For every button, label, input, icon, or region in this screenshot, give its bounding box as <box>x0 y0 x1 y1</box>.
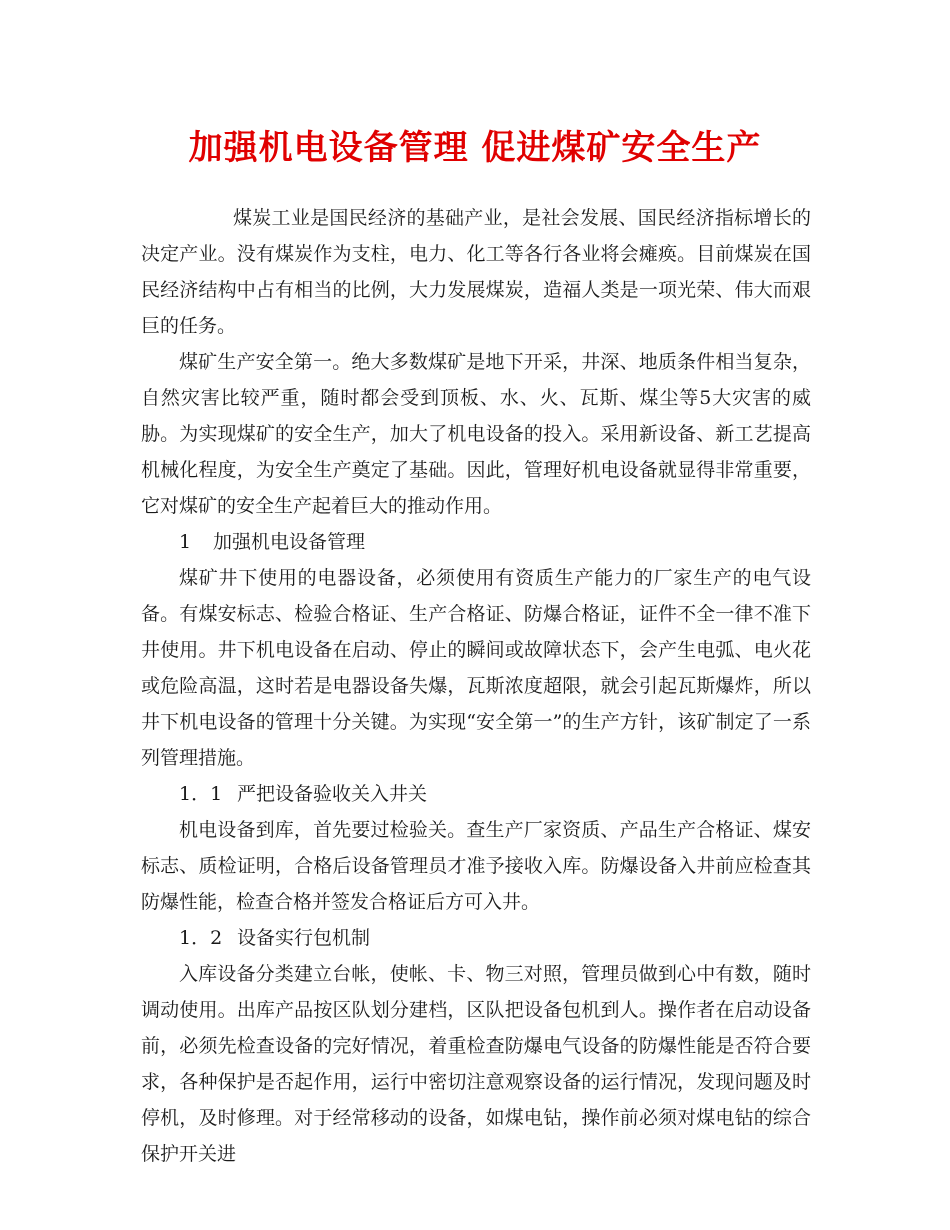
document-body <box>141 200 811 1172</box>
paragraph-section-1: 煤矿井下使用的电器设备，必须使用有资质生产能力的厂家生产的电气设备。有煤安标志、检验合格证、生产合格证、防爆合格证，证件不全一律不准下井使用。井下机电设备在启动、停止的瞬间或故障状态下，会产生电弧、电火花或危险高温，这时若是电器设备失爆，瓦斯浓度超限，就会引起瓦斯爆炸，所以井下机电设备的管理十分关键。为实现“安全第一”的生产方针，该矿制定了一系列管理措施。 <box>141 567 811 769</box>
section-number: 1 <box>179 531 192 553</box>
paragraph-intro: 煤炭工业是国民经济的基础产业，是社会发展、国民经济指标增长的决定产业。没有煤炭作为支柱，电力、化工等各行各业将会瘫痪。目前煤炭在国民经济结构中占有相当的比例，大力发展煤炭，造福人类是一项光荣、伟大而艰巨的任务。 <box>141 207 811 337</box>
paragraph-section-1-1: 机电设备到库，首先要过检验关。查生产厂家资质、产品生产合格证、煤安标志、质检证明，合格后设备管理员才准予接收入库。防爆设备入井前应检查其防爆性能，检查合格并签发合格证后方可入井。 <box>141 819 811 913</box>
section-heading-text: 严把设备验收关入井关 <box>237 783 428 805</box>
section-heading-1-2 <box>141 920 811 956</box>
document-title: 加强机电设备管理 促进煤矿安全生产 <box>188 128 762 168</box>
section-number: 1．2 <box>179 927 223 949</box>
paragraph-safety: 煤矿生产安全第一。绝大多数煤矿是地下开采，井深、地质条件相当复杂，自然灾害比较严重，随时都会受到顶板、水、火、瓦斯、煤尘等5大灾害的威胁。为实现煤矿的安全生产，加大了机电设备的投入。采用新设备、新工艺提高机械化程度，为安全生产奠定了基础。因此，管理好机电设备就显得非常重要，它对煤矿的安全生产起着巨大的推动作用。 <box>141 351 811 517</box>
section-heading-text: 加强机电设备管理 <box>213 531 366 553</box>
section-heading-1-1 <box>141 776 811 812</box>
paragraph-section-1-2: 入库设备分类建立台帐，使帐、卡、物三对照，管理员做到心中有数，随时调动使用。出库产品按区队划分建档，区队把设备包机到人。操作者在启动设备前，必须先检查设备的完好情况，着重检查防爆电气设备的防爆性能是否符合要求，各种保护是否起作用，运行中密切注意观察设备的运行情况，发现问题及时停机，及时修理。对于经常移动的设备，如煤电钻，操作前必须对煤电钻的综合保护开关进 <box>141 963 811 1165</box>
section-number: 1．1 <box>179 783 223 805</box>
section-heading-text: 设备实行包机制 <box>237 927 371 949</box>
section-heading-1 <box>141 524 811 560</box>
